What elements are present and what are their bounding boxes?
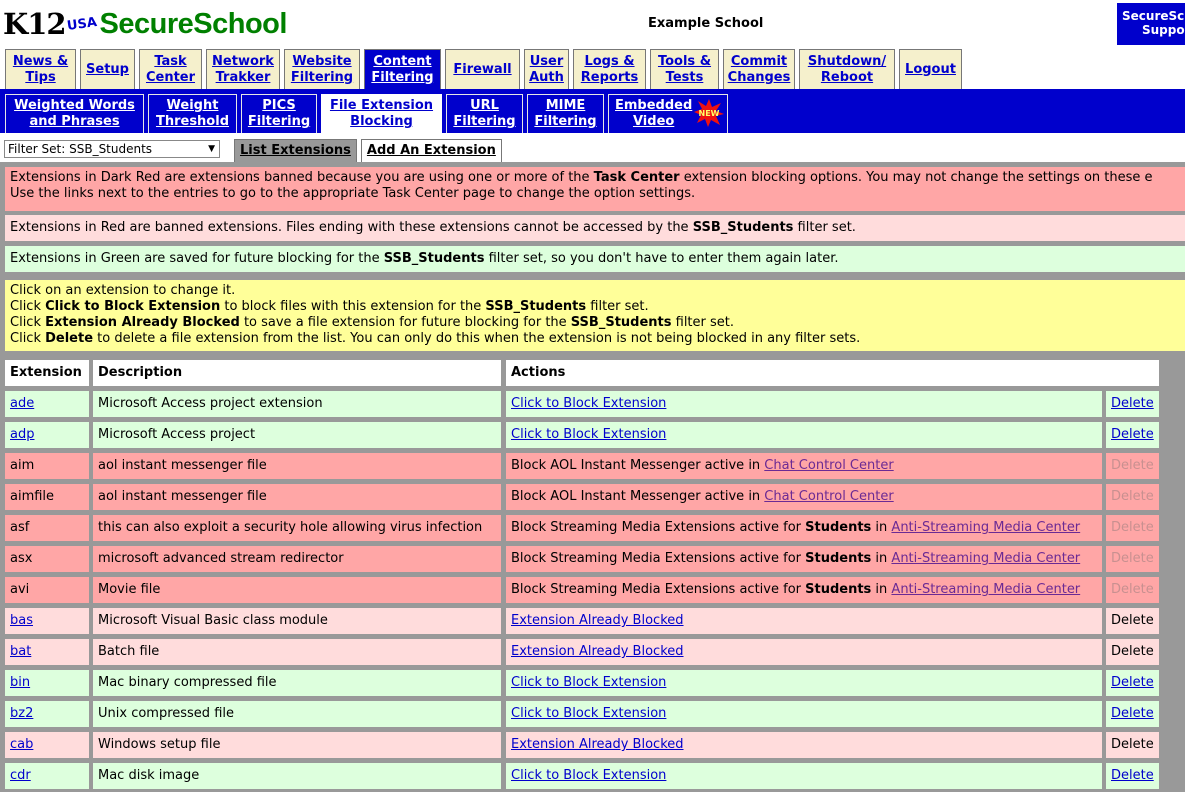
table-row bbox=[0, 577, 1185, 603]
cell-description bbox=[93, 732, 501, 758]
cell-action bbox=[506, 577, 1102, 603]
school-name: Example School bbox=[648, 16, 764, 31]
subtab-embedded-video[interactable]: Embedded Video NEW bbox=[608, 94, 728, 133]
description-text: Windows setup file bbox=[98, 737, 221, 752]
cell-action bbox=[506, 763, 1102, 789]
cell-delete bbox=[1106, 391, 1159, 417]
action-group: Students bbox=[805, 551, 872, 566]
subtab-file-extension-blocking[interactable]: File Extension Blocking bbox=[321, 94, 442, 133]
cell-delete bbox=[1106, 732, 1159, 758]
support-box[interactable] bbox=[1117, 3, 1185, 45]
notice-red: Extensions in Red are banned extensions. Files ending with these extensions cannot be accessed by the SSB_Students filter set. bbox=[5, 215, 1185, 241]
action-text: Block AOL Instant Messenger active in bbox=[511, 458, 765, 473]
main-nav-tabs bbox=[5, 49, 966, 89]
cell-extension bbox=[5, 608, 89, 634]
tab-logs-reports[interactable]: Logs & Reports bbox=[573, 49, 646, 89]
notice-instructions: Click on an extension to change it. Click Click to Block Extension to block files with this extension for the SSB_Students filter set. Click Extension Already Blocked to save a file extension for future blocking for the SSB_Students filter set. Click Delete to delete a file extension from the list. You can only do this when the extension is not being blocked in any filter sets. bbox=[5, 280, 1185, 351]
cell-description bbox=[93, 546, 501, 572]
description-text: Unix compressed file bbox=[98, 706, 234, 721]
logo-secureschool-text: SecureSchool bbox=[99, 7, 287, 40]
delete-text: Delete bbox=[1111, 644, 1154, 659]
cell-action bbox=[506, 608, 1102, 634]
extension-link[interactable]: cab bbox=[10, 737, 34, 752]
logo-usa-text: USA bbox=[65, 14, 98, 34]
table-row bbox=[0, 546, 1185, 572]
action-block-link[interactable]: Click to Block Extension bbox=[511, 675, 667, 690]
filter-set-value: Filter Set: SSB_Students bbox=[8, 142, 153, 156]
extension-text: avi bbox=[10, 582, 30, 597]
table-row bbox=[0, 763, 1185, 789]
cell-delete bbox=[1106, 639, 1159, 665]
description-text: aol instant messenger file bbox=[98, 489, 267, 504]
extension-link[interactable]: bin bbox=[10, 675, 31, 690]
description-text: Batch file bbox=[98, 644, 160, 659]
cell-action bbox=[506, 701, 1102, 727]
delete-disabled: Delete bbox=[1111, 520, 1154, 535]
table-row bbox=[0, 639, 1185, 665]
tab-website-filtering[interactable]: Website Filtering bbox=[284, 49, 360, 89]
logo-k12-text: K12 bbox=[3, 7, 66, 41]
tab-task-center[interactable]: Task Center bbox=[139, 49, 202, 89]
description-text: Microsoft Access project bbox=[98, 427, 256, 442]
action-center-link[interactable]: Anti-Streaming Media Center bbox=[891, 551, 1081, 566]
cell-action bbox=[506, 422, 1102, 448]
delete-disabled: Delete bbox=[1111, 551, 1154, 566]
subtab-weighted-words[interactable]: Weighted Words and Phrases bbox=[5, 94, 144, 133]
delete-disabled: Delete bbox=[1111, 582, 1154, 597]
delete-text: Delete bbox=[1111, 737, 1154, 752]
tab-network-trakker[interactable]: Network Trakker bbox=[206, 49, 280, 89]
cell-description bbox=[93, 670, 501, 696]
extension-link[interactable]: cdr bbox=[10, 768, 31, 783]
extension-text: aim bbox=[10, 458, 35, 473]
cell-extension bbox=[5, 484, 89, 510]
action-group: Students bbox=[805, 520, 872, 535]
description-text: aol instant messenger file bbox=[98, 458, 267, 473]
action-block-link[interactable]: Extension Already Blocked bbox=[511, 644, 684, 659]
action-block-link[interactable]: Click to Block Extension bbox=[511, 706, 667, 721]
cell-action bbox=[506, 670, 1102, 696]
content-filtering-subtabs bbox=[5, 94, 732, 133]
cell-extension bbox=[5, 763, 89, 789]
tab-content-filtering[interactable]: Content Filtering bbox=[364, 49, 441, 89]
cell-delete bbox=[1106, 701, 1159, 727]
description-text: Microsoft Visual Basic class module bbox=[98, 613, 328, 628]
cell-delete bbox=[1106, 670, 1159, 696]
extension-text: aimfile bbox=[10, 489, 55, 504]
cell-extension bbox=[5, 732, 89, 758]
tab-add-extension[interactable]: Add An Extension bbox=[361, 139, 502, 162]
action-text-in: in bbox=[871, 520, 892, 535]
header-extension: Extension bbox=[5, 360, 89, 386]
cell-description bbox=[93, 639, 501, 665]
cell-action bbox=[506, 732, 1102, 758]
action-center-link[interactable]: Anti-Streaming Media Center bbox=[891, 520, 1081, 535]
action-center-link[interactable]: Chat Control Center bbox=[764, 489, 894, 504]
cell-action bbox=[506, 639, 1102, 665]
action-center-link[interactable]: Chat Control Center bbox=[764, 458, 894, 473]
cell-action bbox=[506, 391, 1102, 417]
subtab-weight-threshold[interactable]: Weight Threshold bbox=[148, 94, 237, 133]
delete-text: Delete bbox=[1111, 613, 1154, 628]
table-row bbox=[0, 484, 1185, 510]
table-row bbox=[0, 422, 1185, 448]
cell-extension bbox=[5, 577, 89, 603]
header-description: Description bbox=[93, 360, 501, 386]
cell-delete bbox=[1106, 546, 1159, 572]
support-box-line1: SecureSc bbox=[1122, 9, 1185, 23]
table-row bbox=[0, 515, 1185, 541]
cell-extension bbox=[5, 639, 89, 665]
header-actions: Actions bbox=[506, 360, 1159, 386]
dropdown-arrow-icon: ▼ bbox=[208, 144, 215, 154]
cell-description bbox=[93, 608, 501, 634]
cell-extension bbox=[5, 546, 89, 572]
extension-link[interactable]: bat bbox=[10, 644, 32, 659]
delete-link[interactable]: Delete bbox=[1111, 396, 1154, 411]
notice-dark-red: Extensions in Dark Red are extensions banned because you are using one or more of the Task Center extension blocking options. You may not change the settings on these e Use the links next to the entries to go to the appropriate Task Center page to change the option settings. bbox=[5, 167, 1185, 211]
action-block-link[interactable]: Extension Already Blocked bbox=[511, 737, 684, 752]
description-text: Mac disk image bbox=[98, 768, 200, 783]
table-row bbox=[0, 701, 1185, 727]
tab-user-auth[interactable]: User Auth bbox=[524, 49, 569, 89]
table-row bbox=[0, 391, 1185, 417]
table-row bbox=[0, 453, 1185, 479]
cell-action bbox=[506, 515, 1102, 541]
tab-list-extensions[interactable]: List Extensions bbox=[234, 139, 357, 162]
action-text: Block Streaming Media Extensions active for bbox=[511, 520, 806, 535]
cell-extension bbox=[5, 422, 89, 448]
action-center-link[interactable]: Anti-Streaming Media Center bbox=[891, 582, 1081, 597]
extension-text: asf bbox=[10, 520, 30, 535]
cell-delete bbox=[1106, 453, 1159, 479]
description-text: this can also exploit a security hole allowing virus infection bbox=[98, 520, 483, 535]
notice-green: Extensions in Green are saved for future blocking for the SSB_Students filter set, so you don't have to enter them again later. bbox=[5, 246, 1185, 272]
cell-extension bbox=[5, 391, 89, 417]
new-badge-icon bbox=[694, 99, 724, 127]
subtab-url-filtering[interactable]: URL Filtering bbox=[446, 94, 523, 133]
delete-link[interactable]: Delete bbox=[1111, 675, 1154, 690]
tab-commit-changes[interactable]: Commit Changes bbox=[723, 49, 795, 89]
tab-setup[interactable]: Setup bbox=[80, 49, 135, 89]
extension-text: asx bbox=[10, 551, 33, 566]
cell-description bbox=[93, 701, 501, 727]
delete-link[interactable]: Delete bbox=[1111, 427, 1154, 442]
description-text: Mac binary compressed file bbox=[98, 675, 277, 690]
table-row bbox=[0, 670, 1185, 696]
extension-link[interactable]: ade bbox=[10, 396, 35, 411]
cell-extension bbox=[5, 515, 89, 541]
cell-action bbox=[506, 484, 1102, 510]
action-group: Students bbox=[805, 582, 872, 597]
cell-description bbox=[93, 422, 501, 448]
cell-extension bbox=[5, 670, 89, 696]
cell-action bbox=[506, 546, 1102, 572]
action-text-in: in bbox=[871, 582, 892, 597]
table-row bbox=[0, 732, 1185, 758]
action-block-link[interactable]: Click to Block Extension bbox=[511, 427, 667, 442]
description-text: Movie file bbox=[98, 582, 161, 597]
cell-description bbox=[93, 484, 501, 510]
subtab-pics-filtering[interactable]: PICS Filtering bbox=[241, 94, 317, 133]
extension-link[interactable]: adp bbox=[10, 427, 35, 442]
cell-description bbox=[93, 453, 501, 479]
cell-delete bbox=[1106, 484, 1159, 510]
extension-link[interactable]: bas bbox=[10, 613, 33, 628]
extension-link[interactable]: bz2 bbox=[10, 706, 34, 721]
description-text: microsoft advanced stream redirector bbox=[98, 551, 344, 566]
tab-news-tips[interactable]: News & Tips bbox=[5, 49, 76, 89]
cell-delete bbox=[1106, 577, 1159, 603]
action-block-link[interactable]: Click to Block Extension bbox=[511, 768, 667, 783]
cell-extension bbox=[5, 453, 89, 479]
action-text: Block AOL Instant Messenger active in bbox=[511, 489, 765, 504]
cell-description bbox=[93, 577, 501, 603]
cell-delete bbox=[1106, 515, 1159, 541]
delete-link[interactable]: Delete bbox=[1111, 768, 1154, 783]
tab-logout[interactable]: Logout bbox=[899, 49, 962, 89]
extension-list-tabs bbox=[234, 139, 506, 162]
cell-description bbox=[93, 391, 501, 417]
action-text-in: in bbox=[871, 551, 892, 566]
tab-tools-tests[interactable]: Tools & Tests bbox=[650, 49, 719, 89]
action-text: Block Streaming Media Extensions active for bbox=[511, 551, 806, 566]
cell-description bbox=[93, 515, 501, 541]
cell-delete bbox=[1106, 422, 1159, 448]
delete-link[interactable]: Delete bbox=[1111, 706, 1154, 721]
cell-extension bbox=[5, 701, 89, 727]
tab-shutdown-reboot[interactable]: Shutdown/ Reboot bbox=[799, 49, 895, 89]
action-block-link[interactable]: Extension Already Blocked bbox=[511, 613, 684, 628]
k12usa-secureschool-logo bbox=[3, 6, 287, 42]
action-block-link[interactable]: Click to Block Extension bbox=[511, 396, 667, 411]
description-text: Microsoft Access project extension bbox=[98, 396, 323, 411]
tab-firewall[interactable]: Firewall bbox=[445, 49, 520, 89]
cell-action bbox=[506, 453, 1102, 479]
delete-disabled: Delete bbox=[1111, 489, 1154, 504]
action-text: Block Streaming Media Extensions active for bbox=[511, 582, 806, 597]
new-badge-text: NEW bbox=[698, 109, 720, 118]
subtab-mime-filtering[interactable]: MIME Filtering bbox=[527, 94, 604, 133]
support-box-line2: Suppo bbox=[1142, 23, 1185, 37]
cell-delete bbox=[1106, 763, 1159, 789]
filter-set-select[interactable] bbox=[4, 140, 220, 158]
cell-delete bbox=[1106, 608, 1159, 634]
cell-description bbox=[93, 763, 501, 789]
delete-disabled: Delete bbox=[1111, 458, 1154, 473]
table-row bbox=[0, 608, 1185, 634]
